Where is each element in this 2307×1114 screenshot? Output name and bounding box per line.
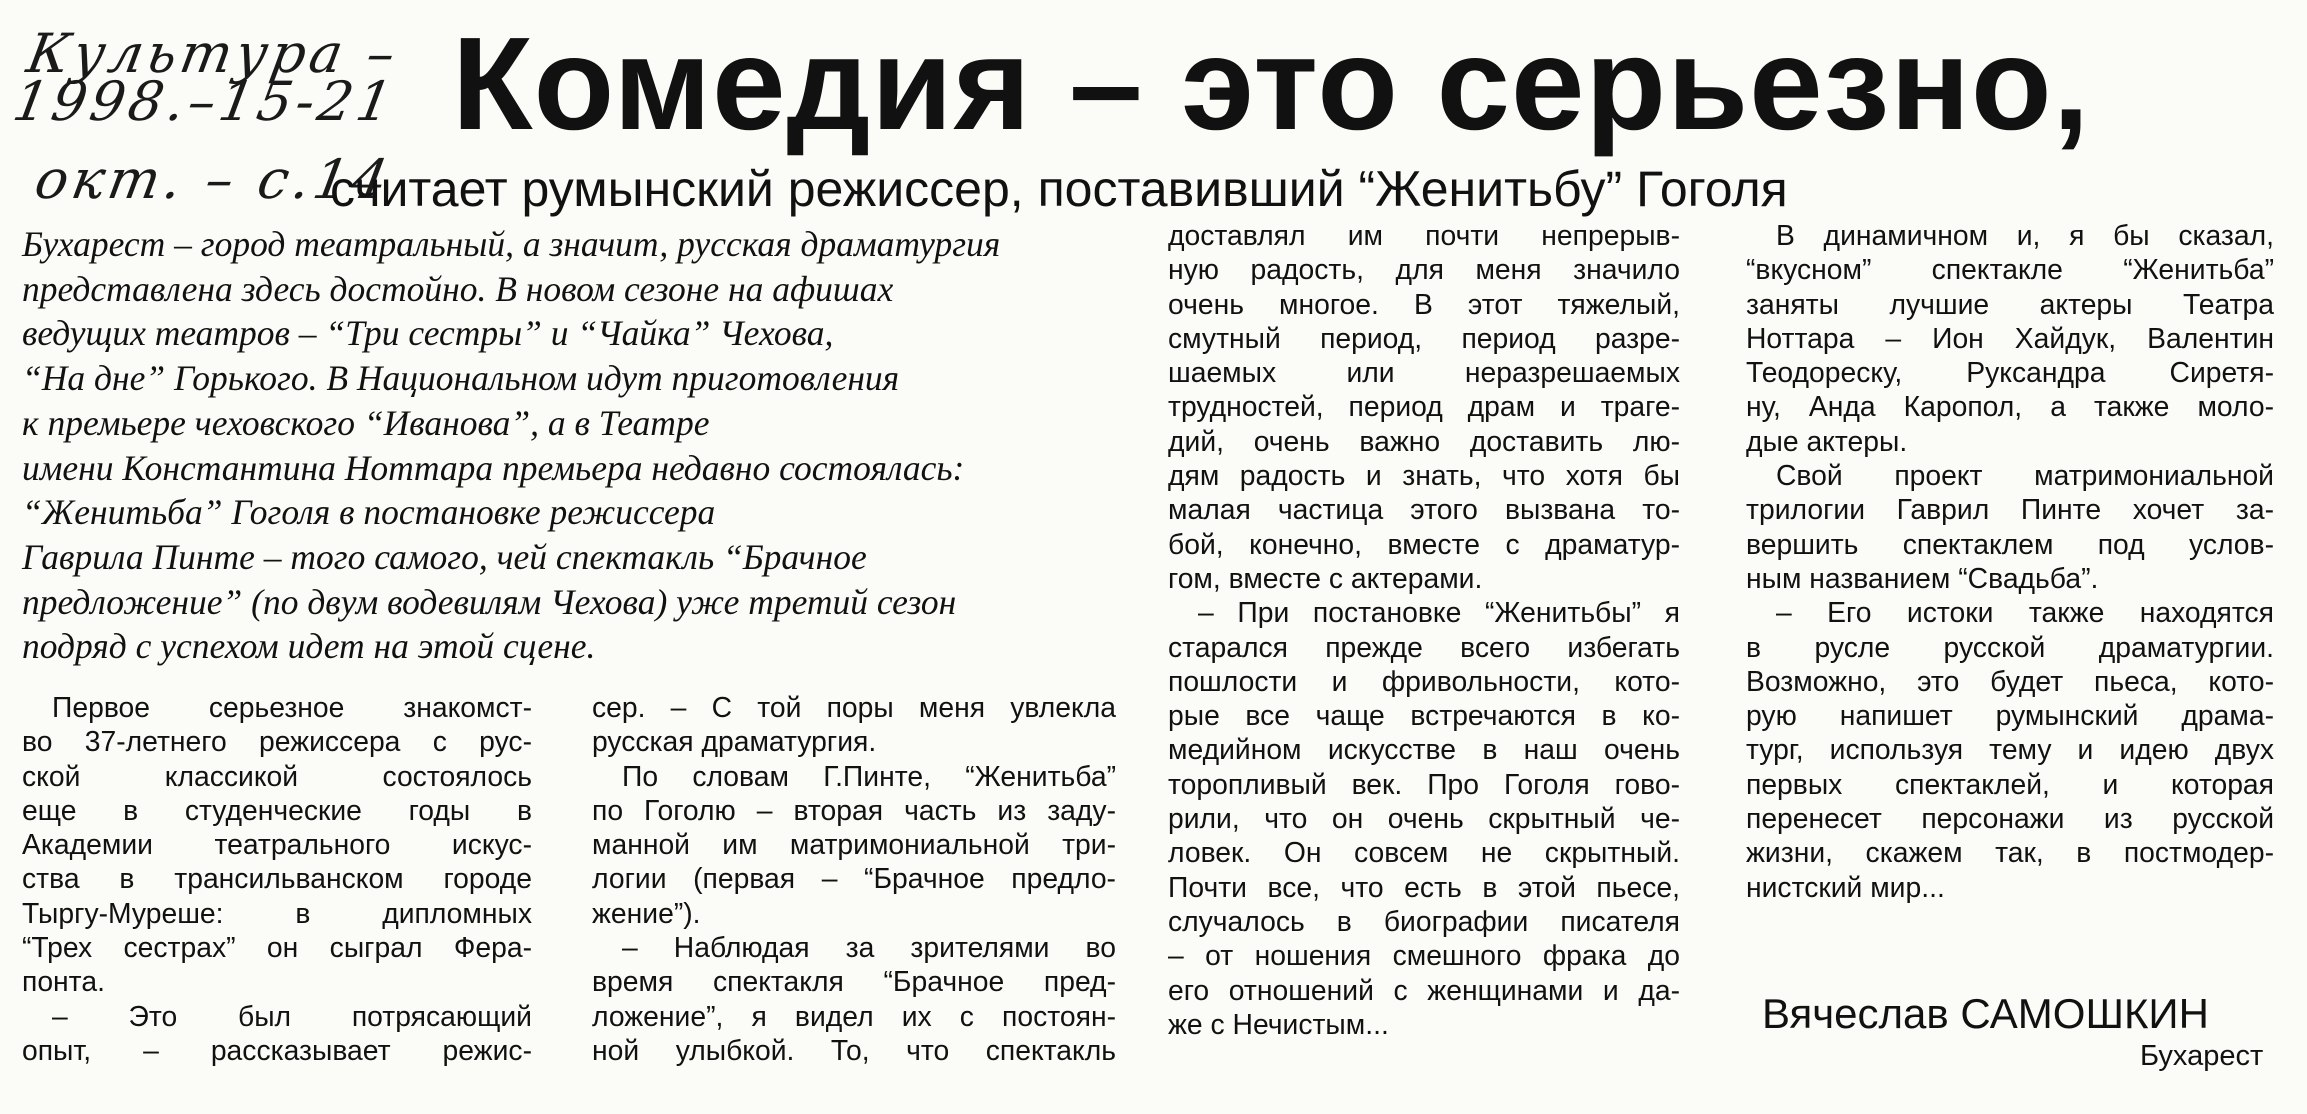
column-line: заняты лучшие актеры Театра — [1746, 287, 2274, 320]
column-line: ложение”, я видел их с постоян- — [592, 999, 1116, 1032]
column-line: дий, очень важно доставить лю- — [1168, 424, 1680, 457]
column-line: Академии театрального искус- — [22, 828, 532, 861]
lead-line: представлена здесь достойно. В новом сезоне на афишах — [22, 268, 894, 309]
column-line: ную радость, для меня значило — [1168, 253, 1680, 286]
column-line: логии (первая – “Брачное предло- — [592, 862, 1116, 895]
column-line: малая частица этого вызвана то- — [1168, 493, 1680, 526]
lead-line: предложение” (по двум водевилям Чехова) уже третий сезон — [22, 581, 957, 622]
column-line: его отношений с женщинами и да- — [1168, 973, 1680, 1006]
column-line: “Трех сестрах” он сыграл Фера- — [22, 931, 532, 964]
column-line: по Гоголю – вторая часть из заду- — [592, 793, 1116, 826]
column-line: первых спектаклей, и которая — [1746, 767, 2274, 800]
column-line: во 37-летнего режиссера с рус- — [22, 725, 532, 758]
column-line: ным названием “Свадьба”. — [1746, 561, 2099, 594]
column-line: ну, Анда Каропол, а также моло- — [1746, 390, 2274, 423]
column-line: “вкусном” спектакле “Женитьба” — [1746, 253, 2274, 286]
lead-line: подряд с успехом идет на этой сцене. — [22, 626, 596, 667]
column-line: По словам Г.Пинте, “Женитьба” — [622, 759, 1116, 792]
column-line: смутный период, период разре- — [1168, 321, 1680, 354]
dateline-place: Бухарест — [2140, 1040, 2264, 1072]
column-line: ства в трансильванском городе — [22, 862, 532, 895]
column-line: рили, что он очень скрытный че- — [1168, 802, 1680, 835]
column-line: пошлости и фривольности, кото- — [1168, 664, 1680, 697]
handwritten-note-line-3: окт. – с.14 — [30, 148, 397, 211]
handwritten-note-line-2: 1998.–15-21 — [8, 70, 401, 133]
column-line: случалось в биографии писателя — [1168, 904, 1680, 937]
article-title: Комедия – это серьезно, — [452, 10, 2091, 157]
column-line: понта. — [22, 965, 105, 998]
column-line: рые все чаще встречаются в ко- — [1168, 699, 1680, 732]
column-line: – Это был потрясающий — [52, 999, 532, 1032]
column-line: Первое серьезное знакомст- — [52, 691, 532, 723]
column-line: доставлял им почти непрерыв- — [1168, 219, 1680, 251]
column-line: русская драматургия. — [592, 725, 877, 758]
text-column-3 — [1168, 218, 1680, 1041]
column-line: ной улыбкой. То, что спектакль — [592, 1033, 1116, 1066]
column-line: дые актеры. — [1746, 424, 1908, 457]
column-line: торопливый век. Про Гоголя гово- — [1168, 767, 1680, 800]
column-line: в русле русской драматургии. — [1746, 630, 2274, 663]
text-column-2 — [592, 690, 1116, 1067]
column-line: бой, конечно, вместе с драматур- — [1168, 527, 1680, 560]
column-line: Ноттара – Ион Хайдук, Валентин — [1746, 321, 2274, 354]
text-column-4 — [1746, 218, 2274, 904]
column-line: – от ношения смешного фрака до — [1168, 939, 1680, 972]
column-line: – При постановке “Женитьбы” я — [1198, 596, 1680, 629]
column-line: трилогии Гаврил Пинте хочет за- — [1746, 493, 2274, 526]
column-line: же с Нечистым... — [1168, 1007, 1389, 1040]
column-line: – Наблюдая за зрителями во — [622, 931, 1116, 964]
column-line: тург, используя тему и идею двух — [1746, 733, 2274, 766]
author-signature: Вячеслав САМОШКИН — [1762, 990, 2209, 1037]
lead-line: Бухарест – город театральный, а значит, русская драматургия — [22, 224, 1001, 264]
column-line: гом, вместе с актерами. — [1168, 561, 1483, 594]
article-subtitle: считает румынский режиссер, поставивший “Женитьбу” Гоголя — [330, 161, 1788, 217]
column-line: Возможно, это будет пьеса, кото- — [1746, 664, 2274, 697]
column-line: старался прежде всего избегать — [1168, 630, 1680, 663]
text-column-1 — [22, 690, 532, 1067]
column-line: рую напишет румынский драма- — [1746, 699, 2274, 732]
column-line: манной им матримониальной три- — [592, 828, 1116, 861]
column-line: перенесет персонажи из русской — [1746, 802, 2274, 835]
column-line: нистский мир... — [1746, 870, 1945, 903]
column-line: Свой проект матримониальной — [1776, 459, 2274, 492]
column-line: сер. – С той поры меня увлекла — [592, 691, 1116, 723]
column-line: Тыргу-Муреше: в дипломных — [22, 896, 532, 929]
column-line: Почти все, что есть в этой пьесе, — [1168, 870, 1680, 903]
column-line: жение”). — [592, 896, 701, 929]
lead-line: имени Константина Ноттара премьера недавно состоялась: — [22, 447, 965, 488]
column-line: ловек. Он совсем не скрытный. — [1168, 836, 1680, 869]
column-line: еще в студенческие годы в — [22, 793, 532, 826]
lead-line: Гаврила Пинте – того самого, чей спектакль “Брачное — [22, 536, 867, 577]
column-line: В динамичном и, я бы сказал, — [1776, 219, 2274, 251]
column-line: ской классикой состоялось — [22, 759, 532, 792]
column-line: очень многое. В этот тяжелый, — [1168, 287, 1680, 320]
lead-line: ведущих театров – “Три сестры” и “Чайка” Чехова, — [22, 313, 834, 354]
column-line: шаемых или неразрешаемых — [1168, 356, 1680, 389]
column-line: опыт, – рассказывает режис- — [22, 1033, 532, 1066]
column-line: время спектакля “Брачное пред- — [592, 965, 1116, 998]
lead-line: к премьере чеховского “Иванова”, а в Театре — [22, 402, 710, 443]
column-line: – Его истоки также находятся — [1776, 596, 2274, 629]
column-line: вершить спектаклем под услов- — [1746, 527, 2274, 560]
column-line: трудностей, период драм и траге- — [1168, 390, 1680, 423]
column-line: жизни, скажем так, в постмодер- — [1746, 836, 2274, 869]
lead-paragraph — [22, 222, 1152, 669]
lead-line: “Женитьба” Гоголя в постановке режиссера — [22, 492, 716, 533]
column-line: дям радость и знать, что хотя бы — [1168, 459, 1680, 492]
handwritten-note-line-1: Культура – — [22, 22, 404, 85]
column-line: медийном искусстве в наш очень — [1168, 733, 1680, 766]
column-line: Теодореску, Руксандра Сиретя- — [1746, 356, 2274, 389]
lead-line: “На дне” Горького. В Национальном идут приготовления — [22, 358, 900, 399]
